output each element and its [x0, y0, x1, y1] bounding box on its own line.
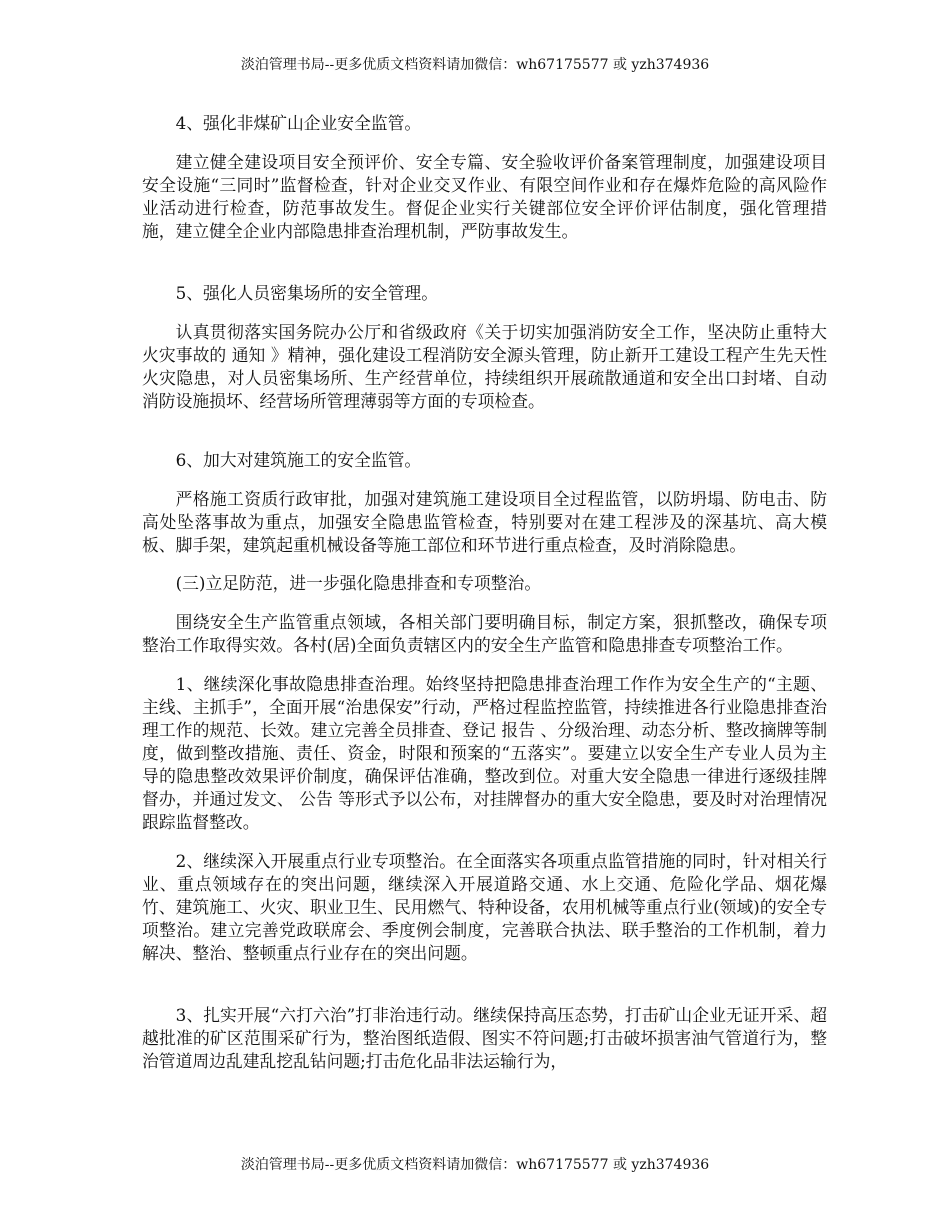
- paragraph-hazard-investigation: 1、继续深化事故隐患排查治理。始终坚持把隐患排查治理工作作为安全生产的“主题、主线、主抓手”，全面开展“治患保安”行动，严格过程监控监管，持续推进各行业隐患排查治理工作的规范、长效。建立完善全员排查、登记 报告 、分级治理、动态分析、整改摘牌等制度，做到整改措施、责任、资金，时限和预案的“五落实”。要建立以安全生产专业人员为主导的隐患整改效果评价制度，确保评估准确，整改到位。对重大安全隐患一律进行逐级挂牌督办，并通过发文、 公告 等形式予以公布，对挂牌督办的重大安全隐患，要及时对治理情况跟踪监督整改。: [142, 674, 827, 832]
- paragraph-non-coal-mine: 建立健全建设项目安全预评价、安全专篇、安全验收评价备案管理制度，加强建设项目安全设施“三同时”监督检查，针对企业交叉作业、有限空间作业和存在爆炸危险的高风险作业活动进行检查，防范事故发生。督促企业实行关键部位安全评价评估制度，强化管理措施，建立健全企业内部隐患排查治理机制，严防事故发生。: [142, 152, 827, 241]
- paragraph-special-rectification: 围绕安全生产监管重点领域，各相关部门要明确目标，制定方案，狠抓整改，确保专项整治工作取得实效。各村(居)全面负责辖区内的安全生产监管和隐患排查专项整治工作。: [142, 612, 827, 655]
- page-header: 淡泊管理书局--更多优质文档资料请加微信：wh67175577 或 yzh374936: [240, 57, 710, 73]
- section-heading-5: 5、强化人员密集场所的安全管理。: [175, 283, 438, 303]
- section-heading-3: (三)立足防范，进一步强化隐患排查和专项整治。: [175, 573, 542, 593]
- section-heading-4: 4、强化非煤矿山企业安全监管。: [175, 113, 422, 133]
- paragraph-six-strikes: 3、扎实开展“六打六治”打非治违行动。继续保持高压态势，打击矿山企业无证开采、超越批准的矿区范围采矿行为，整治图纸造假、图实不符问题;打击破坏损害油气管道行为，整治管道周边乱建乱挖乱钻问题;打击危化品非法运输行为，: [142, 1005, 827, 1071]
- document-body: [142, 112, 827, 1073]
- paragraph-construction: 严格施工资质行政审批，加强对建筑施工建设项目全过程监管，以防坍塌、防电击、防高处坠落事故为重点，加强安全隐患监管检查，特别要对在建工程涉及的深基坑、高大模板、脚手架，建筑起重机械设备等施工部位和环节进行重点检查，及时消除隐患。: [142, 489, 827, 555]
- section-heading-6: 6、加大对建筑施工的安全监管。: [175, 450, 422, 470]
- page-footer: 淡泊管理书局--更多优质文档资料请加微信：wh67175577 或 yzh374936: [240, 1157, 710, 1173]
- paragraph-key-industries: 2、继续深入开展重点行业专项整治。在全面落实各项重点监管措施的同时，针对相关行业、重点领域存在的突出问题，继续深入开展道路交通、水上交通、危险化学品、烟花爆竹、建筑施工、火灾、职业卫生、民用燃气、特种设备，农用机械等重点行业(领域)的安全专项整治。建立完善党政联席会、季度例会制度，完善联合执法、联手整治的工作机制，着力解决、整治、整顿重点行业存在的突出问题。: [142, 851, 827, 963]
- paragraph-crowded-places: 认真贯彻落实国务院办公厅和省级政府《关于切实加强消防安全工作，坚决防止重特大火灾事故的 通知 》精神，强化建设工程消防安全源头管理，防止新开工建设工程产生先天性火灾隐患，对人员密集场所、生产经营单位，持续组织开展疏散通道和安全出口封堵、自动消防设施损坏、经营场所管理薄弱等方面的专项检查。: [142, 322, 827, 411]
